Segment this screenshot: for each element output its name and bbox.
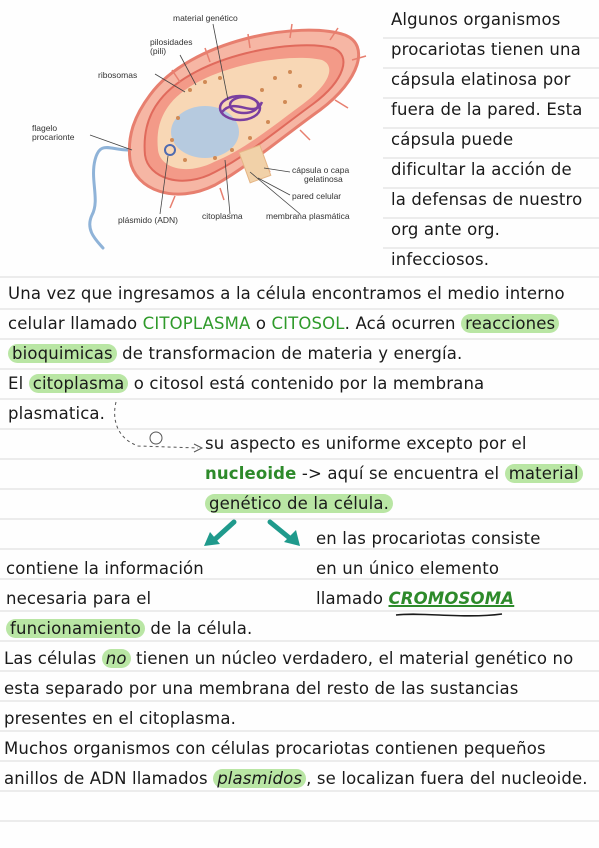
branch-arrows <box>200 514 310 554</box>
p3-line-3: presentes en el citoplasma. <box>4 709 237 728</box>
label-material-genetico: material genético <box>173 13 238 23</box>
highlight-citoplasma: citoplasma <box>29 374 129 393</box>
label-pili: (pili) <box>150 46 167 56</box>
p3-line-1: Las células no tienen un núcleo verdadero, el material genético no <box>4 649 574 668</box>
label-plasmido: plásmido (ADN) <box>118 215 178 225</box>
side-note-line: infecciosos. <box>391 250 490 269</box>
side-note-line: procariotas tienen una <box>391 40 581 59</box>
p1-line-5: plasmatica. <box>8 404 106 423</box>
flagellum <box>90 148 128 249</box>
side-note-line: cápsula elatinosa por <box>391 70 571 89</box>
p1-line-1: Una vez que ingresamos a la célula encontramos el medio interno <box>8 284 565 303</box>
label-procarionte: procarionte <box>32 132 75 142</box>
highlight-material: material <box>505 464 583 483</box>
label-pared-celular: pared celular <box>292 191 342 201</box>
left-branch-line-2: necesaria para el <box>6 589 152 608</box>
term-citosol: CITOSOL <box>271 314 345 333</box>
p2-line-1: su aspecto es uniforme excepto por el <box>205 434 527 453</box>
p2-line-3 <box>205 493 393 515</box>
term-cromosoma: CROMOSOMA <box>388 589 515 608</box>
term-nucleoide: nucleoide <box>205 464 297 483</box>
highlight-plasmidos: plasmidos <box>213 769 306 788</box>
side-note-line: dificultar la acción de <box>391 160 572 179</box>
highlight-reacciones: reacciones <box>461 314 559 333</box>
highlight-funcionamiento: funcionamiento <box>6 619 145 638</box>
side-note-line: Algunos organismos <box>391 10 561 29</box>
label-ribosomas: ribosomas <box>98 70 138 80</box>
label-citoplasma: citoplasma <box>202 211 243 221</box>
side-note-line: org ante org. <box>391 220 500 239</box>
dashed-arrow <box>108 398 208 458</box>
label-flagelo: flagelo <box>32 123 58 133</box>
cromosoma-underline <box>394 608 506 622</box>
p2-line-2: nucleoide -> aquí se encuentra el material <box>205 463 583 485</box>
nucleoid-region <box>171 106 239 158</box>
side-note-line: cápsula puede <box>391 130 514 149</box>
p1-line-4: El citoplasma o citosol está contenido por la membrana <box>8 374 485 393</box>
p4-line-2: anillos de ADN llamados plasmidos , se localizan fuera del nucleoide. <box>4 769 588 788</box>
right-branch-line-1: en las procariotas consiste <box>316 529 541 548</box>
highlight-no: no <box>102 649 131 668</box>
side-note-line: la defensas de nuestro <box>391 190 583 209</box>
label-pilosidades: pilosidades <box>150 37 193 47</box>
label-membrana: membrana plasmática <box>266 211 350 221</box>
highlight-genetico: genético de la célula. <box>205 494 393 513</box>
label-capsula-2: gelatinosa <box>304 174 343 184</box>
left-branch-line-3: funcionamiento de la célula. <box>6 618 252 640</box>
p1-line-2: celular llamado CITOPLASMA o CITOSOL. Acá ocurren reacciones <box>8 313 559 335</box>
p3-line-2: esta separado por una membrana del resto de las sustancias <box>4 679 519 698</box>
left-branch-line-1: contiene la información <box>6 559 204 578</box>
label-capsula-1: cápsula o capa <box>292 165 350 175</box>
highlight-bioquimicas: bioquimicas <box>8 344 117 363</box>
term-citoplasma: CITOPLASMA <box>142 314 251 333</box>
right-branch-line-3: llamado CROMOSOMA <box>316 589 515 608</box>
p4-line-1: Muchos organismos con células procariotas contienen pequeños <box>4 739 546 758</box>
p1-line-3: bioquimicas de transformacion de materia y energía. <box>8 343 462 365</box>
side-note-line: fuera de la pared. Esta <box>391 100 583 119</box>
right-branch-line-2: en un único elemento <box>316 559 500 578</box>
